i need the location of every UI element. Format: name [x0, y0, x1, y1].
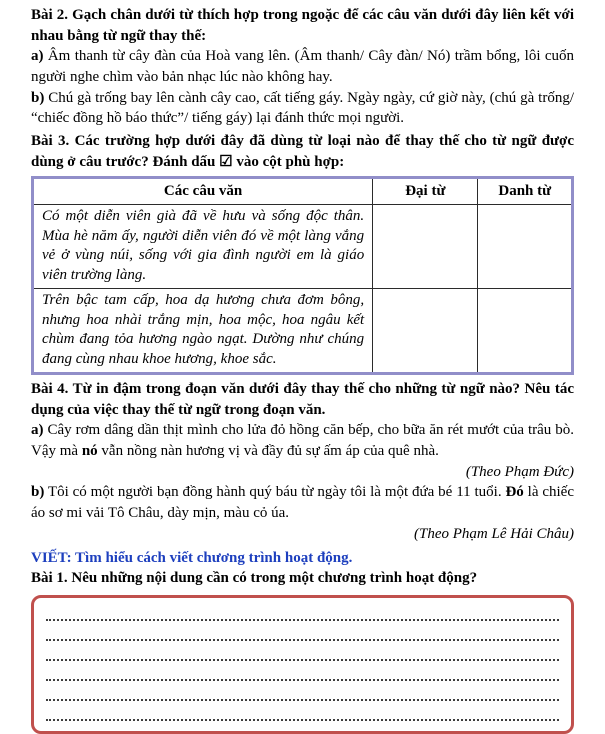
bai1-heading: Bài 1. Nêu những nội dung cần có trong một chương trình hoạt động? [31, 570, 478, 587]
answer-box [31, 595, 574, 734]
viet-section-label: VIẾT: [31, 549, 72, 566]
answer-line [46, 681, 559, 701]
bai2-item-b [31, 88, 574, 129]
bai4-item-b-text-post: là chiếc áo sơ mi vải Tô Châu, dày mịn, màu cỏ úa. [31, 484, 574, 522]
answer-line [46, 641, 559, 661]
bai4-item-b-text-pre: Tôi có một người bạn đồng hành quý báu từ ngày tôi là một đứa bé 11 tuổi. [44, 484, 506, 501]
bai4-item-b-label: b) [31, 484, 45, 501]
bai4-heading: Bài 4. Từ in đậm trong đoạn văn dưới đây thay thế cho những từ ngữ nào? Nêu tác dụng của việc thay thế từ ngữ trong đoạn văn. [31, 381, 574, 418]
bai4-item-a-label: a) [31, 422, 44, 439]
bai3-heading: Bài 3. Các trường hợp dưới đây đã dùng từ loại nào để thay thế cho từ ngữ được dùng ở câu trước? Đánh dấu ☑ vào cột phù hợp: [31, 133, 574, 170]
bai4-item-a [31, 420, 574, 461]
table-row [33, 289, 573, 374]
noun-cell [478, 289, 573, 374]
viet-section-heading [31, 548, 574, 569]
bai4-item-b [31, 482, 574, 523]
column-header-noun: Danh từ [478, 177, 573, 205]
bai2-item-a-label: a) [31, 48, 44, 65]
answer-line [46, 701, 559, 721]
bai2-item-b-text: Chú gà trống bay lên cành cây cao, cất tiếng gáy. Ngày ngày, cứ giờ này, (chú gà trống/ “chiếc đồng hồ báo thức”/ tiếng gáy) lại đánh thức mọi người. [31, 89, 574, 127]
bai2-item-a-text: Âm thanh từ cây đàn của Hoà vang lên. (Âm thanh/ Cây đàn/ Nó) trầm bổng, lôi cuốn người nghe chìm vào bản nhạc lúc nào không hay. [31, 48, 574, 86]
pronoun-cell [373, 289, 478, 374]
column-header-pronoun: Đại từ [373, 177, 478, 205]
bai2-heading: Bài 2. Gạch chân dưới từ thích hợp trong ngoặc để các câu văn dưới đây liên kết với nhau bằng từ ngữ thay thế: [31, 7, 574, 44]
bai4-item-a-bold-word: nó [81, 443, 98, 460]
column-header-sentences: Các câu văn [33, 177, 373, 205]
bai4-item-a-text-pre: Cây rơm dâng dần thịt mình cho lửa đỏ hồng căn bếp, cho bữa ăn rét mướt của trâu bò. Vậy mà [31, 422, 574, 460]
bai2-item-b-label: b) [31, 89, 45, 106]
bai4-source-a: (Theo Phạm Đức) [465, 463, 574, 480]
bai3-table [31, 176, 574, 376]
sentence-cell: Có một diễn viên già đã về hưu và sống độc thân. Mùa hè năm ấy, người diễn viên đó về một làng vắng vẻ ở vùng núi, sống với gia đình người em là giáo viên trường làng. [33, 205, 373, 289]
answer-line [46, 661, 559, 681]
bai4-source-b: (Theo Phạm Lê Hải Châu) [414, 525, 574, 542]
sentence-cell: Trên bậc tam cấp, hoa dạ hương chưa đơm bông, nhưng hoa nhài trắng mịn, hoa mộc, hoa ngâu kết chùm đang tỏa hương ngào ngạt. Dường như chúng đang cùng nhau khoe hương, khoe sắc. [33, 289, 373, 374]
viet-section-title: Tìm hiểu cách viết chương trình hoạt động. [71, 549, 353, 566]
bai4-item-b-bold-word: Đó [505, 484, 524, 501]
table-row [33, 205, 573, 289]
pronoun-cell [373, 205, 478, 289]
noun-cell [478, 205, 573, 289]
bai2-item-a [31, 46, 574, 87]
answer-line [46, 601, 559, 621]
bai4-item-a-text-post: vẫn nồng nàn hương vị và đầy đủ sự ấm áp của quê nhà. [97, 443, 439, 460]
answer-line [46, 621, 559, 641]
table-header-row [33, 177, 573, 205]
